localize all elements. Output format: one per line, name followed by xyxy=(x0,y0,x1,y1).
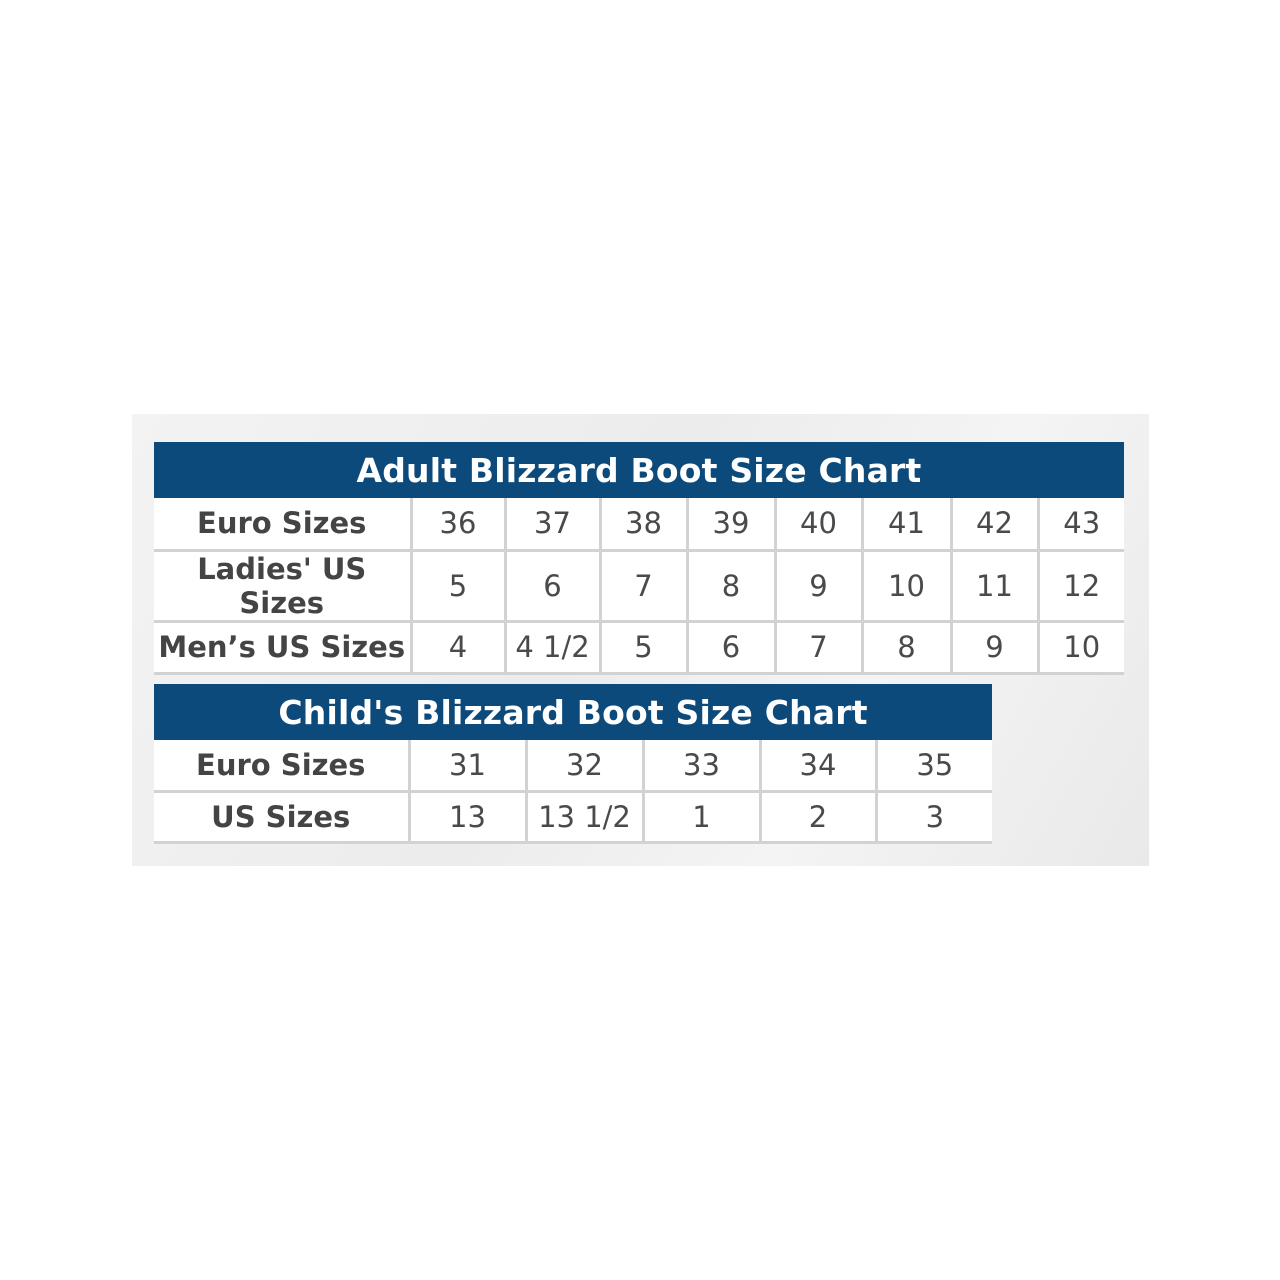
table-cell: 4 xyxy=(411,621,505,673)
table-cell: 9 xyxy=(951,621,1038,673)
table-cell: 5 xyxy=(411,550,505,621)
table-row xyxy=(154,550,1124,621)
table-cell: 38 xyxy=(600,498,687,550)
table-cell: 34 xyxy=(760,740,876,791)
table-cell: 12 xyxy=(1038,550,1124,621)
table-cell: 10 xyxy=(862,550,951,621)
table-cell: 10 xyxy=(1038,621,1124,673)
table-cell: 37 xyxy=(505,498,600,550)
row-label: Ladies' US Sizes xyxy=(154,550,411,621)
table-cell: 36 xyxy=(411,498,505,550)
table-cell: 43 xyxy=(1038,498,1124,550)
table-cell: 6 xyxy=(505,550,600,621)
table-cell: 31 xyxy=(409,740,526,791)
table-cell: 7 xyxy=(600,550,687,621)
table-cell: 35 xyxy=(876,740,992,791)
table-cell: 7 xyxy=(775,621,862,673)
table-cell: 8 xyxy=(687,550,775,621)
table-cell: 32 xyxy=(526,740,643,791)
table-cell: 11 xyxy=(951,550,1038,621)
table-cell: 40 xyxy=(775,498,862,550)
table-row xyxy=(154,791,992,842)
table-cell: 13 1/2 xyxy=(526,791,643,842)
table-cell: 8 xyxy=(862,621,951,673)
table-row xyxy=(154,498,1124,550)
table-cell: 6 xyxy=(687,621,775,673)
table-cell: 13 xyxy=(409,791,526,842)
table-row xyxy=(154,740,992,791)
adult-table-title: Adult Blizzard Boot Size Chart xyxy=(154,442,1124,498)
table-cell: 4 1/2 xyxy=(505,621,600,673)
table-cell: 5 xyxy=(600,621,687,673)
adult-size-table xyxy=(154,442,1124,675)
table-cell: 39 xyxy=(687,498,775,550)
table-row xyxy=(154,621,1124,673)
table-cell: 3 xyxy=(876,791,992,842)
table-cell: 1 xyxy=(643,791,760,842)
table-cell: 33 xyxy=(643,740,760,791)
row-label: Euro Sizes xyxy=(154,740,409,791)
row-label: Euro Sizes xyxy=(154,498,411,550)
table-cell: 41 xyxy=(862,498,951,550)
table-cell: 9 xyxy=(775,550,862,621)
child-size-table xyxy=(154,684,992,844)
row-label: Men’s US Sizes xyxy=(154,621,411,673)
table-cell: 42 xyxy=(951,498,1038,550)
child-table-title: Child's Blizzard Boot Size Chart xyxy=(154,684,992,740)
table-cell: 2 xyxy=(760,791,876,842)
row-label: US Sizes xyxy=(154,791,409,842)
